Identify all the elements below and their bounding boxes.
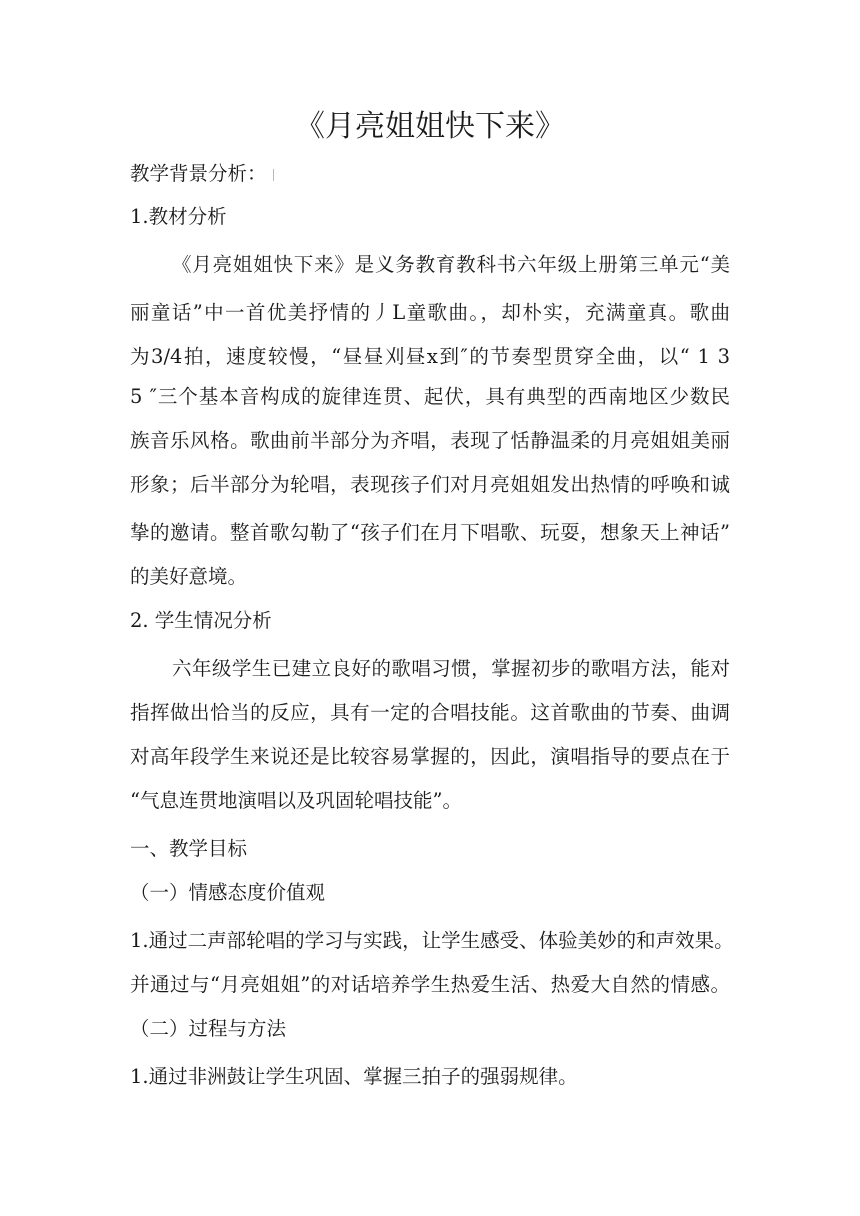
goal-line: 并通过与“月亮姐姐”的对话培养学生热爱生活、热爱大自然的情感。	[130, 973, 730, 996]
subsection-2-heading: （二）过程与方法	[130, 1017, 287, 1040]
goals-heading: 一、教学目标	[130, 837, 248, 860]
paragraph-line: 5 ″三个基本音构成的旋律连贯、起伏，具有典型的西南地区少数民	[130, 385, 730, 408]
paragraph-line: 六年级学生已建立良好的歌唱习惯，掌握初步的歌唱方法，能对	[172, 657, 730, 680]
section-1-heading: 1.教材分析	[130, 205, 227, 228]
paragraph-line: 族音乐风格。歌曲前半部分为齐唱，表现了恬静温柔的月亮姐姐美丽	[130, 429, 730, 452]
section-2-heading: 2. 学生情况分析	[130, 609, 272, 632]
paragraph-line: 丽童话”中一首优美抒情的丿L童歌曲。，却朴实，充满童真。歌曲	[130, 301, 730, 324]
background-heading: 教学背景分析：	[130, 160, 730, 188]
paragraph-line: 的美好意境。	[130, 565, 248, 588]
paragraph-line: 《月亮姐姐快下来》是义务教育教科书六年级上册第三单元“美	[172, 253, 730, 276]
paragraph-line: 为3/4拍，速度较慢，“昼昼刈昼x到″的节奏型贯穿全曲，以“ 1 3	[130, 345, 730, 368]
paragraph-line: 挚的邀请。整首歌勾勒了“孩子们在月下唱歌、玩耍，想象天上神话”	[130, 521, 730, 544]
goal-line: 1.通过非洲鼓让学生巩固、掌握三拍子的强弱规律。	[130, 1065, 578, 1088]
text-cursor-mark	[273, 169, 274, 181]
paragraph-line: “气息连贯地演唱以及巩固轮唱技能”。	[130, 789, 462, 812]
paragraph-line: 形象；后半部分为轮唱，表现孩子们对月亮姐姐发出热情的呼唤和诚	[130, 473, 730, 496]
paragraph-line: 指挥做出恰当的反应，具有一定的合唱技能。这首歌曲的节奏、曲调	[130, 701, 730, 724]
subsection-1-heading: （一）情感态度价值观	[130, 881, 326, 904]
paragraph-line: 对高年段学生来说还是比较容易掌握的，因此，演唱指导的要点在于	[130, 745, 730, 768]
document-title: 《月亮姐姐快下来》	[295, 109, 565, 144]
goal-line: 1.通过二声部轮唱的学习与实践，让学生感受、体验美妙的和声效果。	[130, 929, 734, 952]
